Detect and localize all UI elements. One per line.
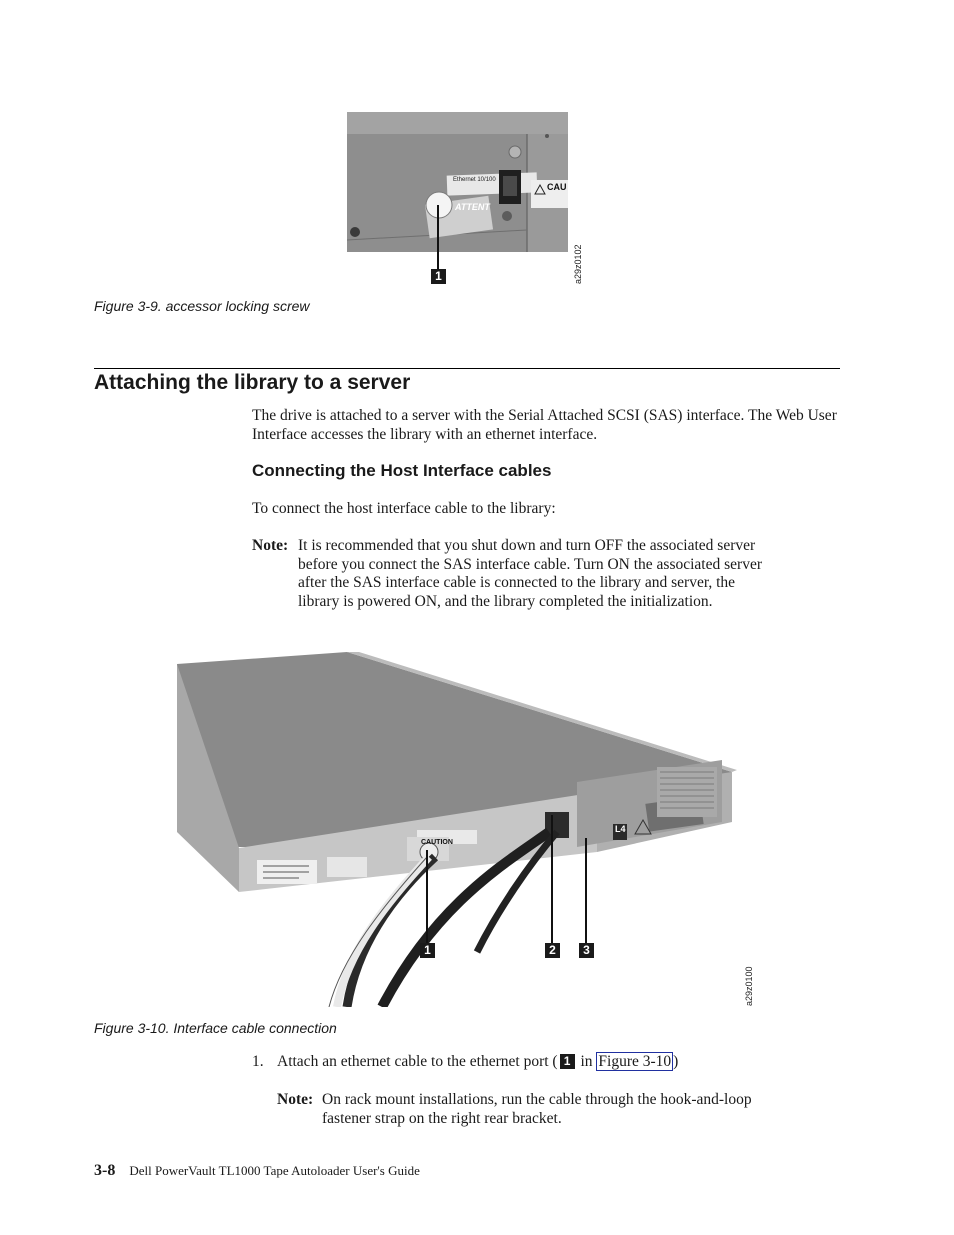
- section-rule: [94, 368, 840, 369]
- section-intro: The drive is attached to a server with the Serial Attached SCSI (SAS) interface. The Web User Interface accesses the library with an ethernet interface.: [252, 407, 837, 443]
- l4-label: L4: [615, 824, 626, 834]
- section-title: Attaching the library to a server: [94, 371, 411, 394]
- note-label: Note:: [277, 1091, 314, 1108]
- step-text: in: [576, 1053, 597, 1070]
- callout-line: [437, 205, 439, 269]
- callout-badge: 2: [545, 943, 560, 958]
- callout-line: [585, 838, 587, 943]
- figure-3-9-photo: [347, 112, 568, 252]
- callout-line: [426, 850, 428, 943]
- caution-label: CAU: [547, 182, 567, 192]
- note-line: after the SAS interface cable is connected to the library and server, the: [298, 574, 736, 591]
- caution-label: CAUTION: [421, 839, 453, 846]
- note-line: It is recommended that you shut down and turn OFF the associated server: [298, 537, 756, 554]
- note-line: library is powered ON, and the library completed the initialization.: [298, 592, 713, 610]
- step-number: 1.: [252, 1053, 264, 1070]
- note-line: before you connect the SAS interface cable. Turn ON the associated server: [298, 555, 762, 573]
- callout-badge: 3: [579, 943, 594, 958]
- note-line: fastener strap on the right rear bracket.: [322, 1109, 562, 1127]
- subsection-title: Connecting the Host Interface cables: [252, 461, 552, 480]
- figure-link[interactable]: Figure 3-10: [598, 1053, 672, 1070]
- step-text: ): [673, 1053, 679, 1070]
- figure-caption: Figure 3-10. Interface cable connection: [94, 1020, 337, 1036]
- ethernet-port-label: Ethernet 10/100: [453, 177, 496, 183]
- callout-badge: 1: [420, 943, 435, 958]
- figure-code: a29z0100: [744, 966, 754, 1006]
- figure-code: a29z0102: [573, 244, 583, 284]
- attention-label: ATTENT: [455, 202, 490, 212]
- footer-title: Dell PowerVault TL1000 Tape Autoloader User's Guide: [129, 1163, 420, 1178]
- note-line: On rack mount installations, run the cable through the hook-and-loop: [322, 1091, 752, 1108]
- callout-badge: 1: [560, 1054, 575, 1069]
- callout-line: [551, 815, 553, 943]
- note-label: Note:: [252, 537, 289, 554]
- subsection-lead: To connect the host interface cable to the library:: [252, 500, 556, 517]
- figure-caption: Figure 3-9. accessor locking screw: [94, 298, 310, 314]
- figure-3-10-photo: [177, 652, 759, 1007]
- page-number: 3-8: [94, 1162, 116, 1179]
- callout-badge: 1: [431, 269, 446, 284]
- page-footer: [94, 1162, 420, 1180]
- step-text: Attach an ethernet cable to the ethernet port (: [277, 1053, 558, 1070]
